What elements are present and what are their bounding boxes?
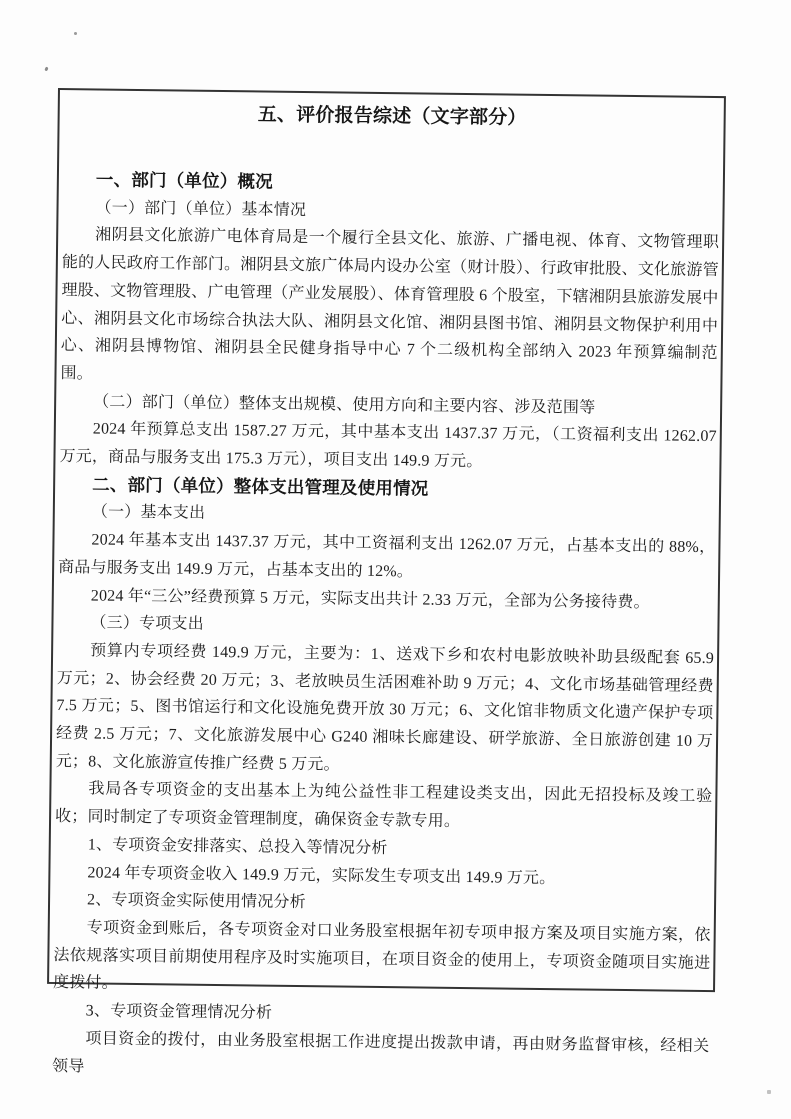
paragraph-basic-expenditure: 2024 年基本支出 1437.37 万元，其中工资福利支出 1262.07 万元，占基本支出的 88%，商品与服务支出 149.9 万元，占基本支出的 12%。 — [58, 531, 716, 581]
sub-heading-basic-expenditure: （一）基本支出 — [91, 503, 206, 523]
paragraph-department-intro: 湘阴县文化旅游广电体育局是一个履行全县文化、旅游、广播电视、体育、文物管理职能的人民政府工作部门。湘阴县文旅广体局内设办公室（财计股）、行政审批股、文化旅游管理股、文物管理股、广电管理（产业发展股）、体育管理股 6 个股室，下辖湘阴县旅游发展中心、湘阴县文化市场综合执法大队、湘阴县文化馆、湘阴县图书馆、湘阴县文物保护利用中心、湘阴县博物馆、湘阴县全民健身指导中心 7 个二级机构全部纳入 2023 年预算编制范围。 — [60, 226, 720, 383]
scan-speck — [44, 67, 48, 72]
sub-heading-overall-expenditure: （二）部门（单位）整体支出规模、使用方向和主要内容、涉及范围等 — [93, 393, 596, 417]
paragraph-fund-income: 2024 年专项资金收入 149.9 万元，实际发生专项支出 149.9 万元。 — [87, 863, 556, 887]
scan-speck — [767, 1090, 771, 1094]
section-heading-overview: 一、部门（单位）概况 — [95, 169, 273, 192]
paragraph-budget-totals: 2024 年预算总支出 1587.27 万元，其中基本支出 1437.37 万元，（工资福利支出 1262.07 万元，商品与服务支出 175.3 万元），项目支出 149.9 万元。 — [59, 420, 717, 471]
paragraph-fund-disbursement: 项目资金的拨付，由业务股室根据工作进度提出拨款申请，再由财务监督审核，经相关领导 — [51, 1030, 710, 1075]
item-heading-fund-arrangement: 1、专项资金安排落实、总投入等情况分析 — [87, 836, 388, 857]
paragraph-three-public-funds: 2024 年“三公”经费预算 5 万元，实际支出共计 2.33 万元，全部为公务接待费。 — [90, 586, 650, 611]
page-title: 五、评价报告综述（文字部分） — [257, 104, 527, 129]
sub-heading-basic-info: （一）部门（单位）基本情况 — [95, 199, 307, 219]
paragraph-special-funds-list: 预算内专项经费 149.9 万元，主要为：1、送戏下乡和农村电影放映补助县级配套 65.9 万元；2、协会经费 20 万元；3、老放映员生活困难补助 9 万元；4、文化市场基础管理经费 7.5 万元；5、图书馆运行和文化设施免费开放 30 万元；6、文化馆非物质文化遗产保护专项经费 2.5 万元；7、文化旅游发展中心 G240 湘味长廊建设、研学旅游、全日旅游创建 10 万元；8、文化旅游宣传推广经费 5 万元。 — [55, 642, 715, 774]
paragraph-public-welfare-note: 我局各专项资金的支出基本上为纯公益性非工程建设类支出，因此无招投标及竣工验收；同时制定了专项资金管理制度，确保资金专款专用。 — [54, 780, 713, 831]
section-heading-management: 二、部门（单位）整体支出管理及使用情况 — [92, 474, 429, 499]
report-content — [46, 88, 728, 1088]
report-frame — [46, 88, 728, 1088]
scan-speck — [74, 32, 77, 35]
item-heading-fund-usage: 2、专项资金实际使用情况分析 — [86, 891, 306, 912]
item-heading-fund-management: 3、专项资金管理情况分析 — [85, 1002, 273, 1022]
paragraph-fund-usage-detail: 专项资金到账后，各专项资金对口业务股室根据年初专项申报方案及项目实施方案，依法依规落实项目前期使用程序及时实施项目，在项目资金的使用上，专项资金随项目实施进度拨付。 — [52, 919, 711, 993]
sub-heading-special-expenditure: （三）专项支出 — [90, 614, 204, 634]
